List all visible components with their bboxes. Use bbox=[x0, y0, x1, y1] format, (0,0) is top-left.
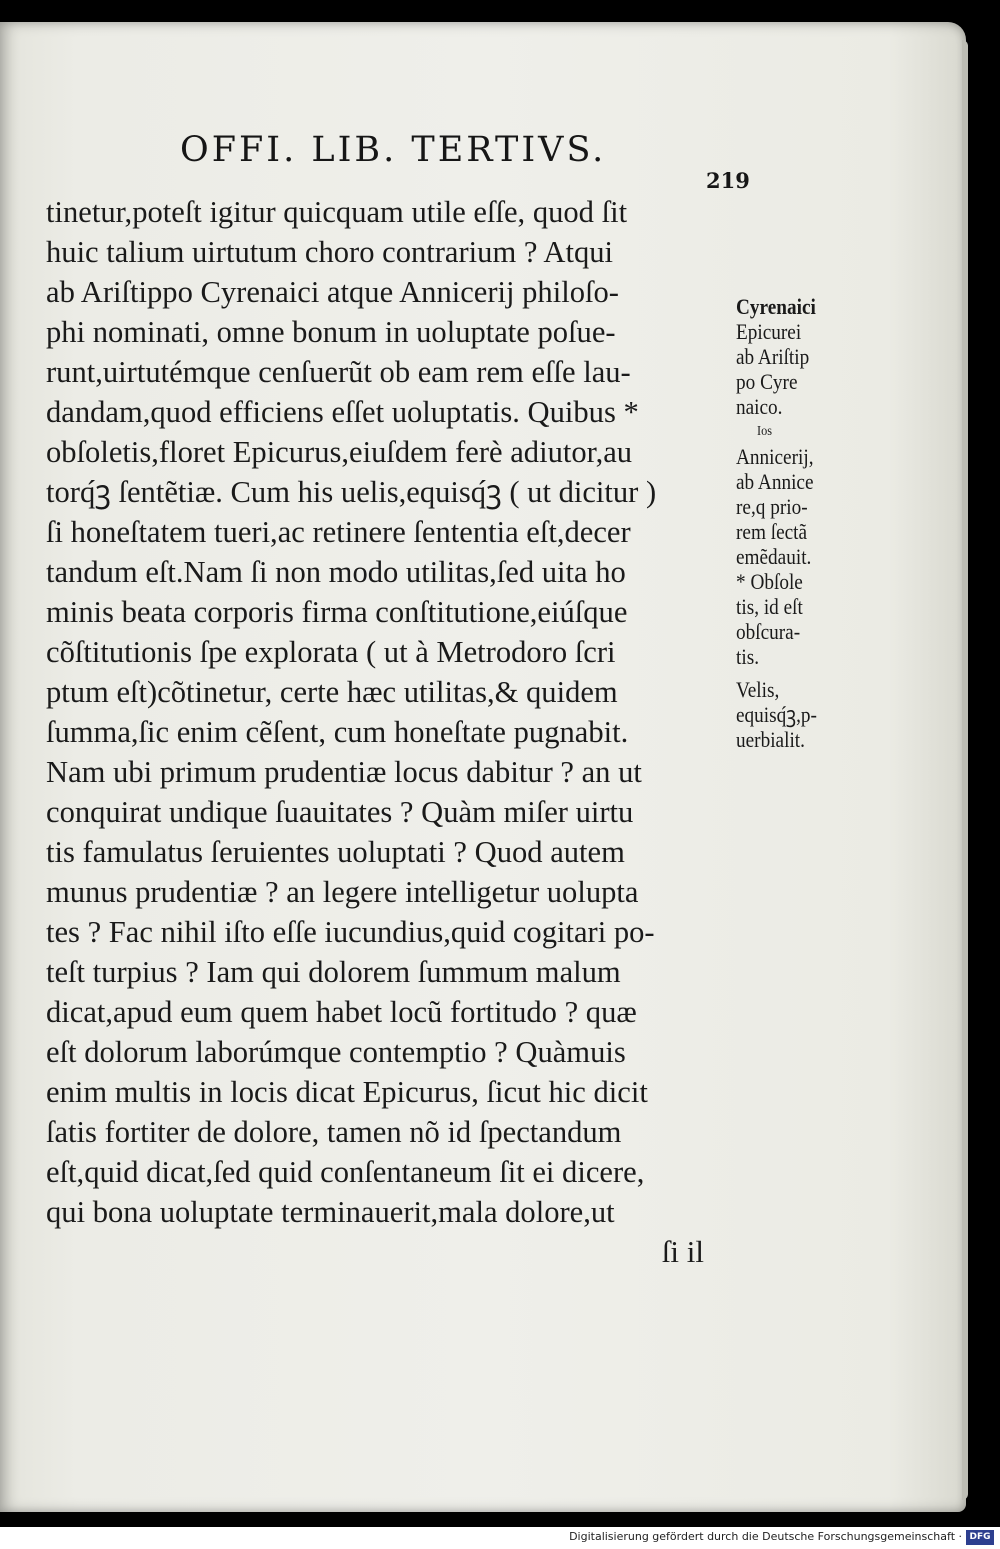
text-line: ab Ariſtippo Cyrenaici atque Annicerij philoſo- bbox=[46, 274, 619, 309]
folio-number: 219 bbox=[706, 168, 750, 193]
margin-note-line: obſcura- bbox=[736, 619, 801, 644]
margin-note-line: tis. bbox=[736, 644, 760, 669]
text-line: tis famulatus ſeruientes uoluptati ? Quod autem bbox=[46, 834, 625, 869]
margin-note-line: po Cyre bbox=[736, 369, 798, 394]
page-edge bbox=[962, 40, 968, 1500]
text-line: cõſtitutionis ſpe explorata ( ut à Metrodoro ſcri bbox=[46, 634, 616, 669]
text-line: huic talium uirtutum choro contrarium ? Atqui bbox=[46, 234, 614, 269]
margin-note-line: Velis, bbox=[736, 677, 780, 702]
margin-note-line: uerbialit. bbox=[736, 727, 805, 752]
catchword: ſi il bbox=[661, 1234, 704, 1269]
margin-note-line: * Obſole bbox=[736, 569, 803, 594]
text-line: munus prudentiæ ? an legere intelligetur uolupta bbox=[46, 874, 639, 909]
text-line: tandum eſt.Nam ſi non modo utilitas,ſed uita ho bbox=[46, 554, 626, 589]
text-line: enim multis in locis dicat Epicurus, ſicut hic dicit bbox=[46, 1074, 648, 1109]
margin-note-line: re,q prio- bbox=[736, 494, 808, 519]
digitization-footer bbox=[0, 1527, 1000, 1549]
dfg-logo: DFG bbox=[966, 1530, 994, 1545]
margin-note-line: tis, id eſt bbox=[736, 594, 803, 619]
text-line: conquirat undique ſuauitates ? Quàm miſer uirtu bbox=[46, 794, 634, 829]
text-line: dandam,quod efficiens eſſet uoluptatis. Quibus * bbox=[46, 394, 639, 429]
funding-credit: Digitalisierung gefördert durch die Deutsche Forschungsgemeinschaft · bbox=[569, 1530, 962, 1543]
text-line: tinetur,poteſt igitur quicquam utile eſſe, quod ſit bbox=[46, 194, 628, 229]
running-head: OFFI. LIB. TERTIVS. bbox=[180, 130, 607, 170]
margin-note-line: Ios bbox=[757, 424, 772, 439]
marginal-notes bbox=[736, 294, 896, 752]
text-line: tes ? Fac nihil iſto eſſe iucundius,quid cogitari po- bbox=[46, 914, 655, 949]
text-line: torq́ꝫ ſentẽtiæ. Cum his uelis,equisq́ꝫ ( ut dicitur ) bbox=[46, 474, 657, 509]
text-line: teſt turpius ? Iam qui dolorem ſummum malum bbox=[46, 954, 621, 989]
text-line: ſumma,ſic enim cẽſent, cum honeſtate pugnabit. bbox=[46, 714, 629, 749]
book-page bbox=[0, 22, 966, 1512]
text-line: qui bona uoluptate terminauerit,mala dolore,ut bbox=[46, 1194, 615, 1229]
text-line: minis beata corporis firma conſtitutione,eiúſque bbox=[46, 594, 628, 629]
margin-note-line: Annicerij, bbox=[736, 444, 814, 469]
margin-note-line: naico. bbox=[736, 394, 783, 419]
margin-note-line: ab Annice bbox=[736, 469, 814, 494]
text-line: ſatis fortiter de dolore, tamen nõ id ſpectandum bbox=[46, 1114, 622, 1149]
text-line: runt,uirtutémque cenſuerũt ob eam rem eſſe lau- bbox=[46, 354, 631, 389]
margin-note-line: Epicurei bbox=[736, 319, 802, 344]
margin-note-line: ab Ariſtip bbox=[736, 344, 810, 369]
margin-note-line: emẽdauit. bbox=[736, 544, 812, 569]
text-line: ſi honeſtatem tueri,ac retinere ſententia eſt,decer bbox=[46, 514, 631, 549]
margin-note-line: equisq́ꝫ,p- bbox=[736, 702, 817, 727]
main-text-block bbox=[46, 192, 756, 1272]
text-line: phi nominati, omne bonum in uoluptate poſue- bbox=[46, 314, 616, 349]
text-line: Nam ubi primum prudentiæ locus dabitur ? an ut bbox=[46, 754, 642, 789]
text-line: eſt dolorum laborúmque contemptio ? Quàmuis bbox=[46, 1034, 626, 1069]
text-line: dicat,apud eum quem habet locũ fortitudo ? quæ bbox=[46, 994, 637, 1029]
text-line: ptum eſt)cõtinetur, certe hæc utilitas,& quidem bbox=[46, 674, 618, 709]
margin-note-line: rem ſectã bbox=[736, 519, 808, 544]
text-line: eſt,quid dicat,ſed quid conſentaneum ſit ei dicere, bbox=[46, 1154, 645, 1189]
margin-note-line: Cyrenaici bbox=[736, 294, 816, 319]
text-line: obſoletis,floret Epicurus,eiuſdem ferè adiutor,au bbox=[46, 434, 633, 469]
